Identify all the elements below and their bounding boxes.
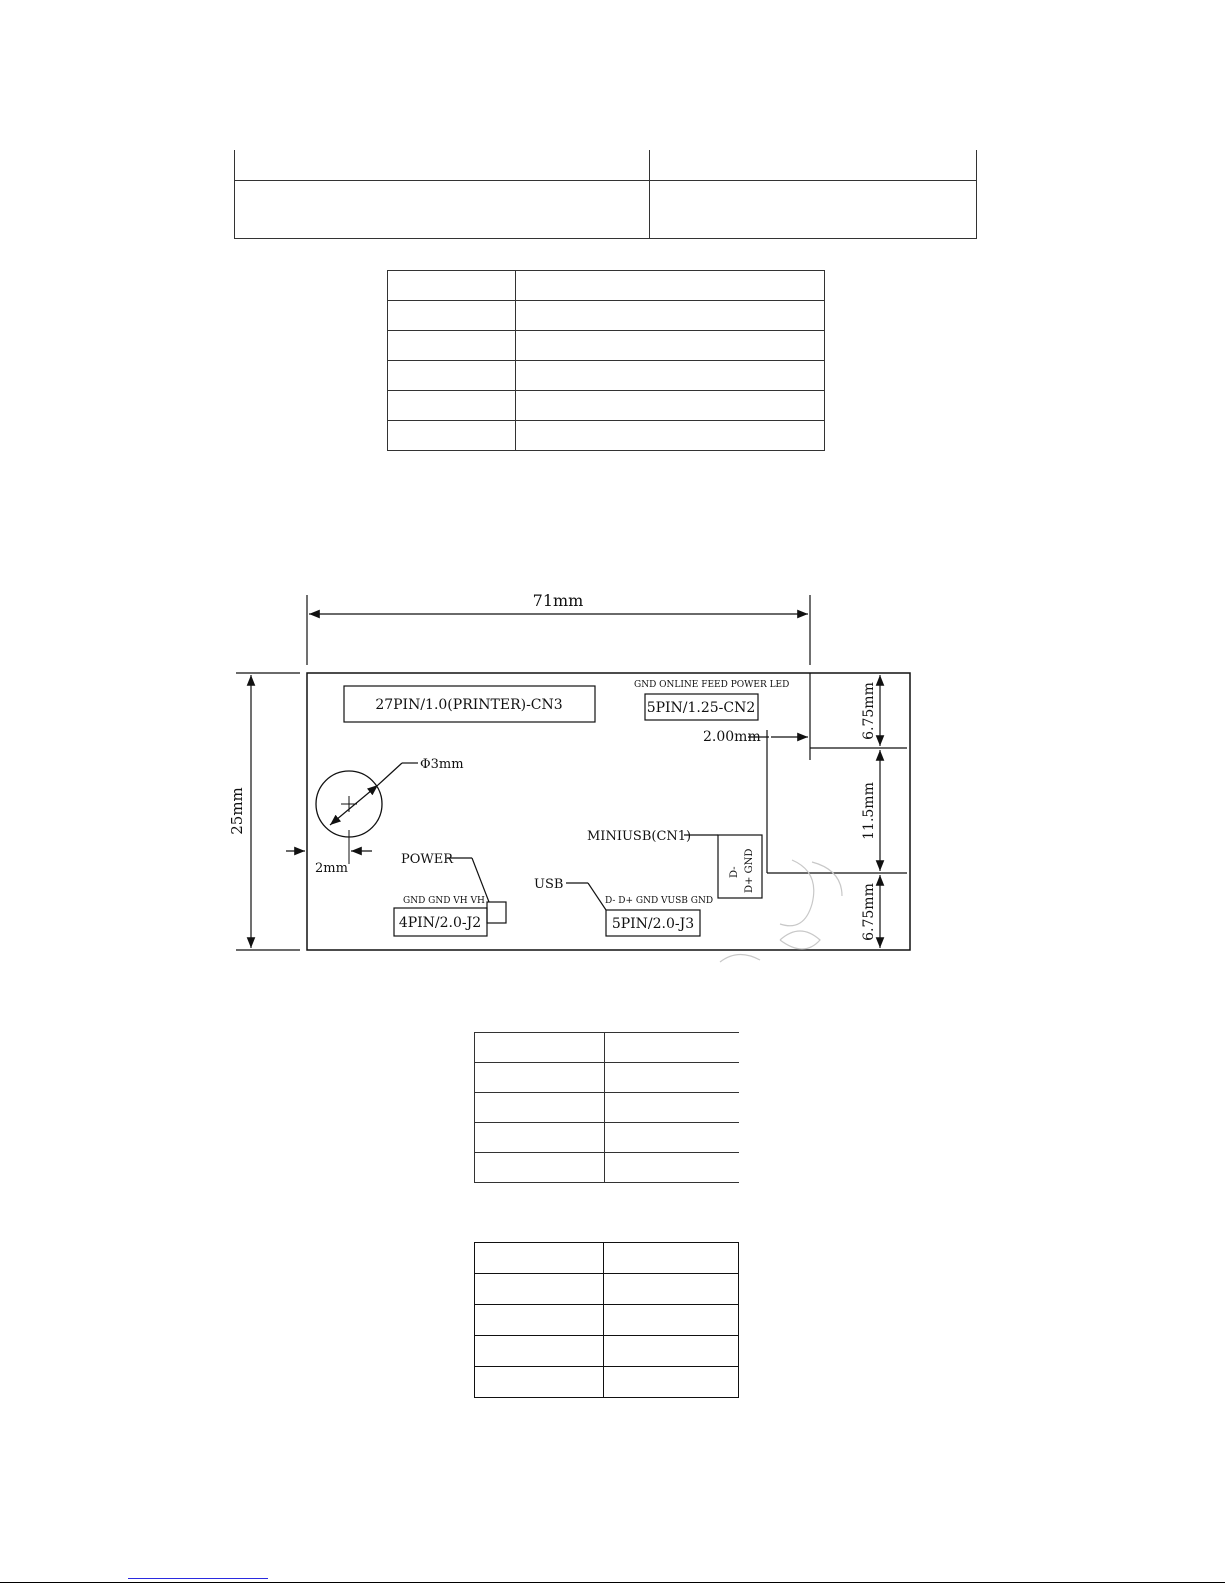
table-row — [475, 1305, 739, 1336]
table-cell — [604, 1243, 739, 1274]
footer-rule — [0, 1582, 1225, 1583]
table-cell — [605, 1123, 740, 1153]
dim-middle-right-label: 11.5mm — [861, 782, 877, 840]
table-cell — [604, 1336, 739, 1367]
power-label: POWER — [401, 852, 454, 867]
table-cell — [475, 1367, 604, 1398]
connector-cn2-pins: GND ONLINE FEED POWER LED — [634, 680, 790, 690]
connector-j2 — [394, 852, 506, 936]
table-row — [475, 1367, 739, 1398]
table-cell — [475, 1274, 604, 1305]
table-row — [475, 1274, 739, 1305]
table-cell — [475, 1336, 604, 1367]
table-cell — [604, 1367, 739, 1398]
third-table — [474, 1032, 739, 1183]
table-cell — [475, 1243, 604, 1274]
fourth-table — [474, 1242, 739, 1398]
connector-cn2-label: 5PIN/1.25-CN2 — [646, 700, 756, 716]
width-dimension-label: 71mm — [532, 591, 584, 610]
table-cell — [605, 1093, 740, 1123]
table-cell — [475, 1123, 605, 1153]
table-row — [475, 1063, 740, 1093]
miniusb-pin-dplus-gnd: D+ GND — [744, 848, 755, 893]
table-row — [475, 1033, 740, 1063]
connector-j2-label: 4PIN/2.0-J2 — [398, 915, 482, 931]
width-dimension — [307, 591, 810, 665]
table-cell — [475, 1305, 604, 1336]
table-cell — [605, 1153, 740, 1183]
table-cell — [604, 1274, 739, 1305]
table-row — [475, 1123, 740, 1153]
table-cell — [475, 1063, 605, 1093]
height-dimension-label: 25mm — [228, 787, 246, 835]
connector-cn1 — [587, 829, 762, 898]
table-cell — [604, 1305, 739, 1336]
right-dimensions — [767, 673, 907, 948]
footer-link-underline[interactable] — [128, 1578, 268, 1579]
miniusb-label: MINIUSB(CN1) — [587, 829, 692, 844]
table-cell — [475, 1153, 605, 1183]
table-cell — [605, 1063, 740, 1093]
table-cell — [475, 1093, 605, 1123]
dim-bottom-right-label: 6.75mm — [861, 883, 877, 941]
hole-diameter-label: Φ3mm — [420, 757, 464, 772]
table-row — [475, 1336, 739, 1367]
power-pins: GND GND VH VH — [403, 896, 485, 906]
connector-cn3-label: 27PIN/1.0(PRINTER)-CN3 — [375, 697, 563, 713]
table-row — [475, 1243, 739, 1274]
usb-pins: D- D+ GND VUSB GND — [605, 896, 714, 906]
hole-offset-label: 2mm — [315, 861, 348, 876]
table-row — [475, 1153, 740, 1183]
dim-top-right-label: 6.75mm — [861, 682, 877, 740]
height-dimension — [228, 673, 300, 950]
offset-dimension — [703, 729, 808, 745]
table-cell — [605, 1033, 740, 1063]
table-row — [475, 1093, 740, 1123]
connector-j3-label: 5PIN/2.0-J3 — [611, 916, 695, 932]
connector-j3 — [534, 877, 713, 936]
offset-dimension-label: 2.00mm — [703, 729, 761, 745]
miniusb-pin-dminus: D- — [729, 866, 740, 878]
table-cell — [475, 1033, 605, 1063]
usb-label: USB — [534, 877, 564, 892]
